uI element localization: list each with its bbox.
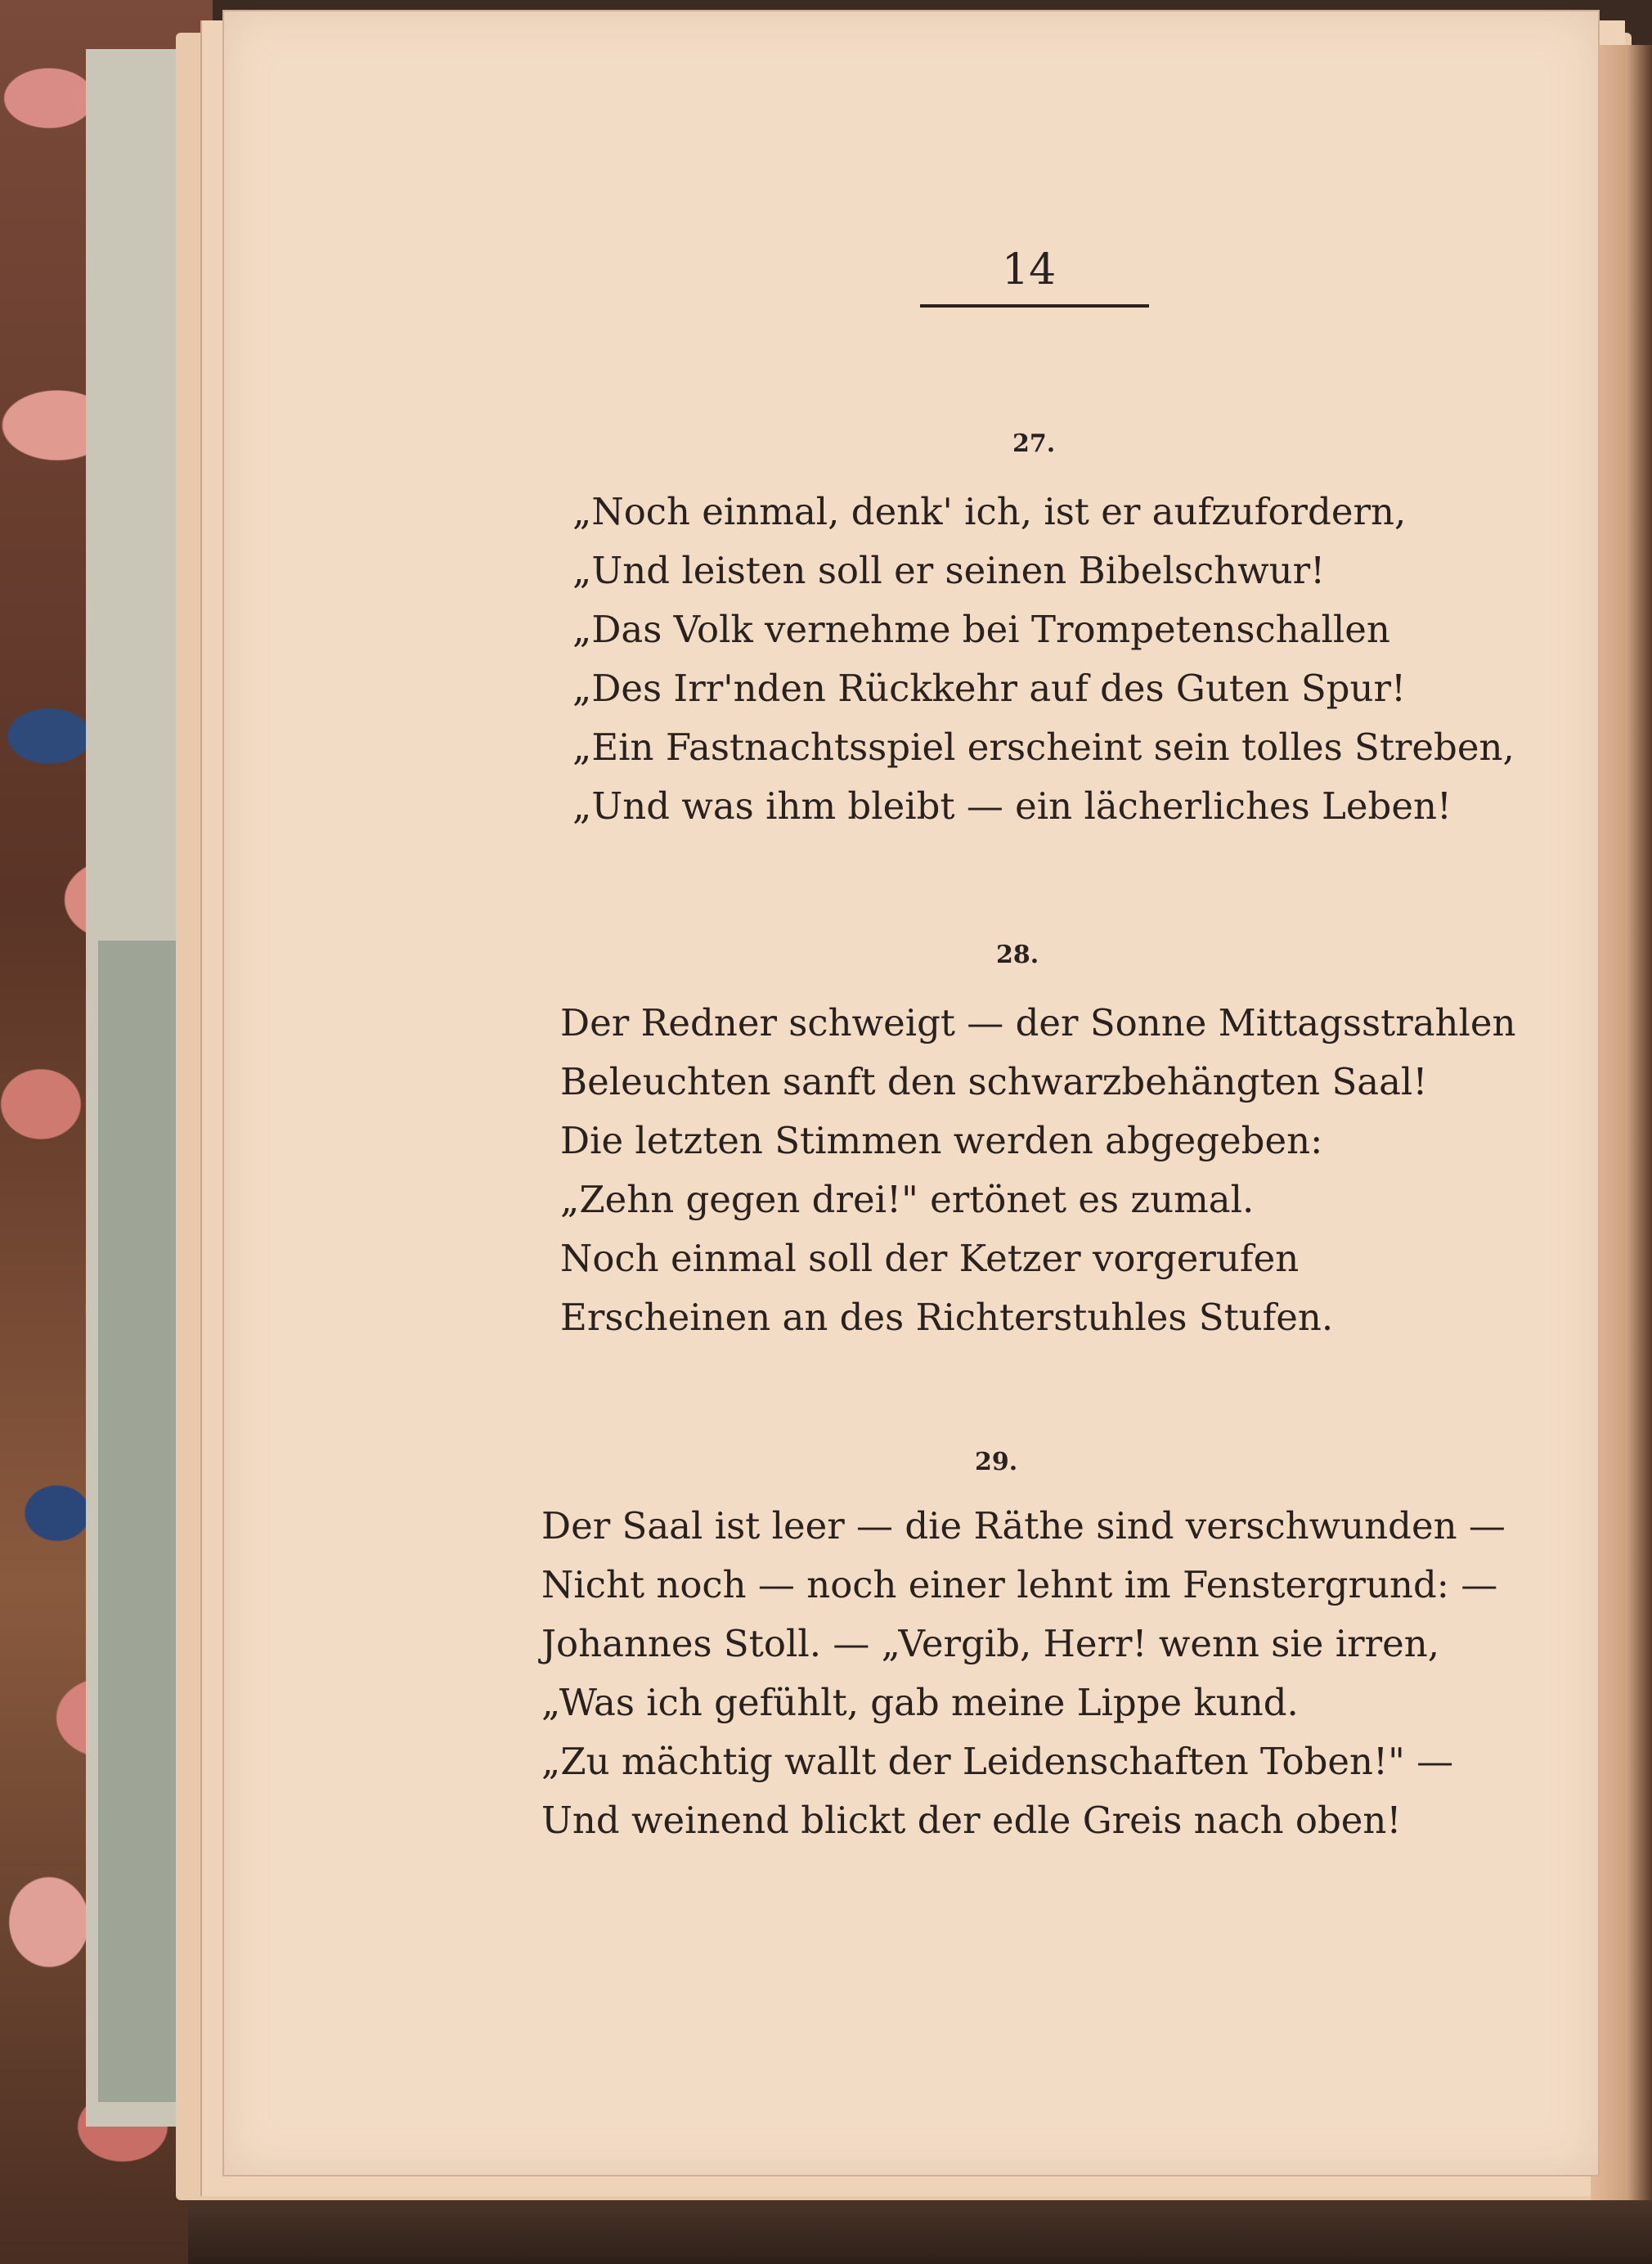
bottom-cover-edge [188, 2200, 1652, 2264]
verse-line: Die letzten Stimmen werden abgegeben: [560, 1119, 1323, 1162]
verse-line: „Und leisten soll er seinen Bibelschwur! [572, 549, 1326, 592]
verse-line: „Zehn gegen drei!" ertönet es zumal. [560, 1178, 1255, 1221]
verse-line: Nicht noch — noch einer lehnt im Fenstergrund: — [541, 1563, 1498, 1606]
stanza-number: 27. [1012, 429, 1056, 458]
verse-line: Johannes Stoll. — „Vergib, Herr! wenn sie irren, [541, 1622, 1440, 1665]
stanza-29 [541, 1497, 1506, 1850]
verse-line: Beleuchten sanft den schwarzbehängten Saal! [560, 1060, 1428, 1103]
stanza-27 [572, 483, 1515, 836]
verse-line: Erscheinen an des Richterstuhles Stufen. [560, 1296, 1334, 1339]
stanza-number: 29. [975, 1448, 1018, 1476]
verse-line: Der Saal ist leer — die Räthe sind verschwunden — [541, 1504, 1506, 1548]
verse-line: „Noch einmal, denk' ich, ist er aufzufordern, [572, 490, 1407, 533]
verse-line: Noch einmal soll der Ketzer vorgerufen [560, 1237, 1300, 1280]
verse-line: „Was ich gefühlt, gab meine Lippe kund. [541, 1681, 1299, 1724]
verse-line: Und weinend blickt der edle Greis nach oben! [541, 1799, 1402, 1842]
stanza-28 [560, 994, 1516, 1347]
stanza-number: 28. [996, 941, 1039, 969]
facing-page-edge [1591, 45, 1652, 2212]
verse-line: „Und was ihm bleibt — ein lächerliches Leben! [572, 784, 1452, 828]
verse-line: „Das Volk vernehme bei Trompetenschallen [572, 608, 1390, 651]
verse-line: „Des Irr'nden Rückkehr auf des Guten Spur! [572, 667, 1407, 710]
verse-line: Der Redner schweigt — der Sonne Mittagsstrahlen [560, 1001, 1516, 1044]
header-rule [920, 304, 1149, 308]
verse-line: „Ein Fastnachtsspiel erscheint sein tolles Streben, [572, 725, 1515, 769]
page-number: 14 [1002, 245, 1057, 294]
verse-line: „Zu mächtig wallt der Leidenschaften Toben!" — [541, 1740, 1454, 1783]
